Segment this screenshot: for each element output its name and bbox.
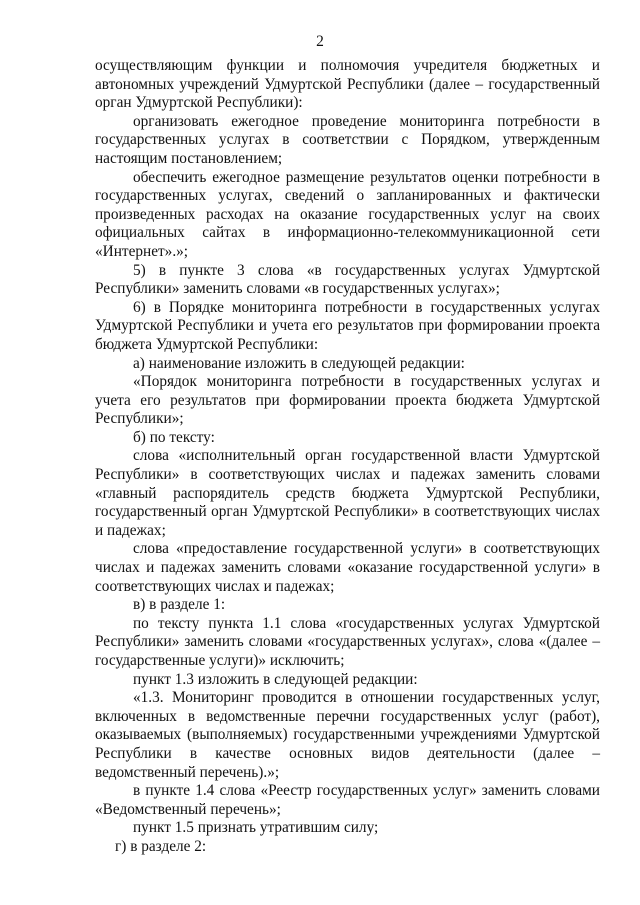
paragraph: слова «предоставление государственной услуги» в соответствующих числах и падежах заменить словами «оказание государственной услуги» в соответствующих числах и падежах;	[95, 540, 600, 595]
paragraph: г) в разделе 2:	[115, 837, 207, 855]
paragraph: организовать ежегодное проведение мониторинга потребности в государственных услугах в соответствии с Порядком, утвержденным настоящим постановлением;	[95, 112, 600, 167]
paragraph: осуществляющим функции и полномочия учредителя бюджетных и автономных учреждений Удмуртской Республики (далее – государственный орган Удмуртской Республики):	[95, 57, 600, 112]
paragraph: 5) в пункте 3 слова «в государственных услугах Удмуртской Республики» заменить словами «в государственных услугах»;	[95, 261, 600, 298]
paragraph: «Порядок мониторинга потребности в государственных услугах и учета его результатов при формировании проекта бюджета Удмуртской Республики»;	[95, 373, 600, 428]
paragraph: 6) в Порядке мониторинга потребности в государственных услугах Удмуртской Республики и учета его результатов при формировании проекта бюджета Удмуртской Республики:	[95, 298, 600, 353]
paragraph: в) в разделе 1:	[133, 596, 226, 614]
document-body	[95, 57, 600, 857]
paragraph: слова «исполнительный орган государственной власти Удмуртской Республики» в соответствующих числах и падежах заменить словами «главный распорядитель средств бюджета Удмуртской Республики, государственный орган Удмуртской Республики» в соответствующих числах и падежах;	[95, 447, 600, 539]
paragraph: обеспечить ежегодное размещение результатов оценки потребности в государственных услугах, сведений о запланированных и фактически произведенных расходах на оказание государственных услуг на своих официальных сайтах в информационно-телекоммуникационной сети «Интернет».»;	[95, 168, 600, 260]
paragraph: «1.3. Мониторинг проводится в отношении государственных услуг, включенных в ведомственные перечни государственных услуг (работ), оказываемых (выполняемых) государственными учреждениями Удмуртской Республики в качестве основных видов деятельности (далее – ведомственный перечень).»;	[95, 689, 600, 781]
paragraph: пункт 1.3 изложить в следующей редакции:	[133, 670, 418, 688]
page-number: 2	[316, 33, 324, 50]
paragraph: пункт 1.5 признать утратившим силу;	[133, 819, 379, 837]
paragraph: в пункте 1.4 слова «Реестр государственных услуг» заменить словами «Ведомственный перечень»;	[95, 782, 600, 818]
paragraph: а) наименование изложить в следующей редакции:	[133, 354, 465, 372]
paragraph: по тексту пункта 1.1 слова «государственных услугах Удмуртской Республики» заменить словами «государственных услугах», слова «(далее – государственные услуги)» исключить;	[95, 614, 600, 669]
paragraph: б) по тексту:	[133, 428, 215, 446]
